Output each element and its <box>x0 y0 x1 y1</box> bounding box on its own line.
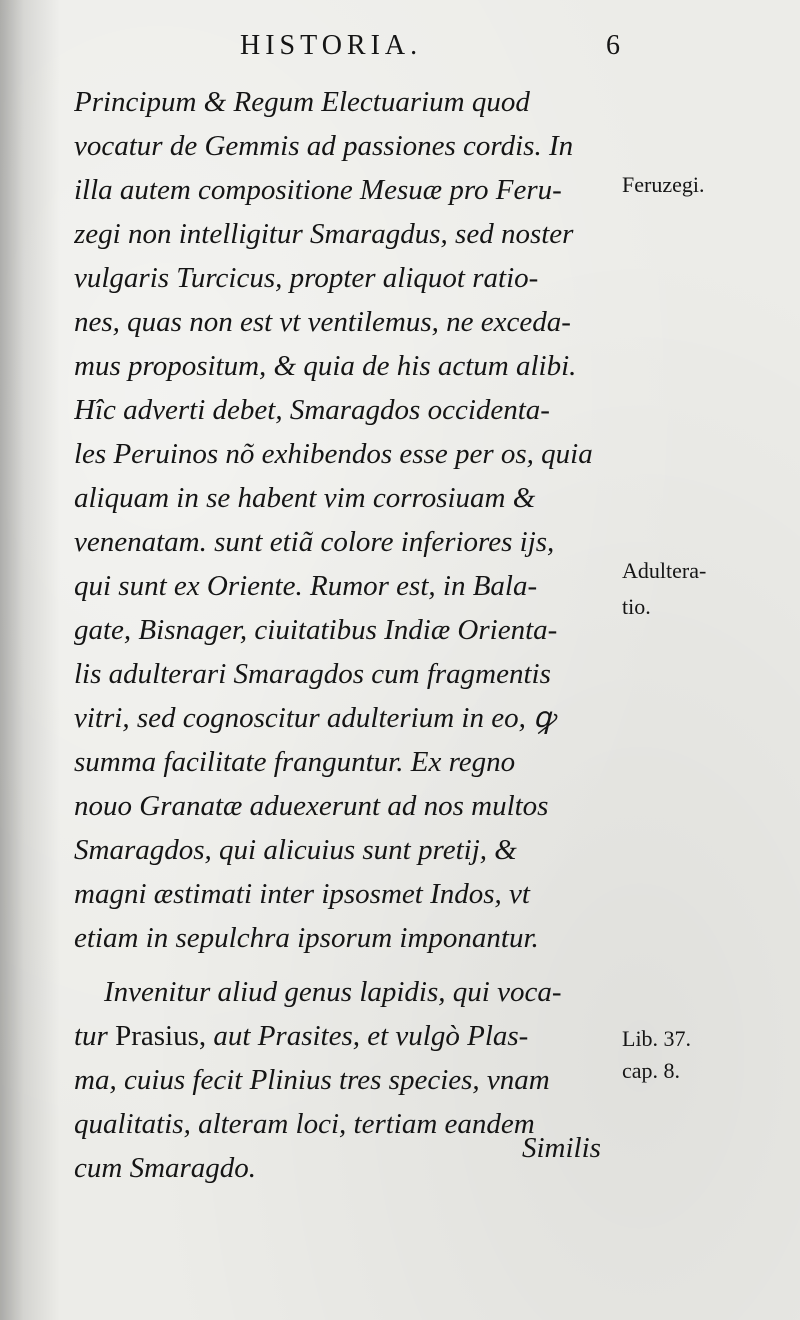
margin-note-adulteratio-1: Adultera- <box>622 558 707 583</box>
text-line: nes, quas non est vt ventilemus, ne exceda- <box>74 306 571 338</box>
text-line: les Peruinos nõ exhibendos esse per os, quia <box>74 438 593 470</box>
text-fragment: aut Prasites, et vulgò Plas- <box>206 1020 529 1052</box>
text-line: qualitatis, alteram loci, tertiam eandem <box>74 1108 535 1140</box>
margin-note-feruzegi: Feruzegi. <box>622 172 705 197</box>
paragraph-start-line: Invenitur aliud genus lapidis, qui voca- <box>104 976 562 1008</box>
text-line: gate, Bisnager, ciuitatibus Indiæ Orienta- <box>74 614 558 646</box>
text-line: vocatur de Gemmis ad passiones cordis. In <box>74 130 574 162</box>
text-line: vulgaris Turcicus, propter aliquot ratio- <box>74 262 539 294</box>
margin-note-adulteratio-2: tio. <box>622 594 651 619</box>
body-text <box>74 80 634 1190</box>
text-line: mus propositum, & quia de his actum alibi. <box>74 350 577 382</box>
text-line: Principum & Regum Electuarium quod <box>74 86 530 118</box>
text-line: etiam in sepulchra ipsorum imponantur. <box>74 922 539 954</box>
text-line: lis adulterari Smaragdos cum fragmentis <box>74 658 551 690</box>
text-line: summa facilitate franguntur. Ex regno <box>74 746 516 778</box>
page-number: 6 <box>606 30 620 61</box>
text-line: illa autem compositione Mesuæ pro Feru- <box>74 174 562 206</box>
text-line: qui sunt ex Oriente. Rumor est, in Bala- <box>74 570 538 602</box>
text-line: vitri, sed cognoscitur adulterium in eo, ꝙ <box>74 702 555 734</box>
running-head: HISTORIA. <box>240 30 423 61</box>
gutter-shadow <box>0 0 60 1320</box>
text-fragment: tur <box>74 1020 116 1052</box>
text-line: ma, cuius fecit Plinius tres species, vnam <box>74 1064 550 1096</box>
roman-term: Prasius, <box>115 1020 207 1052</box>
text-line: zegi non intelligitur Smaragdus, sed noster <box>74 218 574 250</box>
text-line: aliquam in se habent vim corrosiuam & <box>74 482 536 514</box>
text-line: venenatam. sunt etiã colore inferiores ijs, <box>74 526 555 558</box>
text-line: nouo Granatæ aduexerunt ad nos multos <box>74 790 549 822</box>
text-line <box>74 1014 634 1058</box>
catchword: Similis <box>522 1132 601 1164</box>
margin-note-lib: Lib. 37. <box>622 1026 692 1051</box>
text-line: Hîc adverti debet, Smaragdos occidenta- <box>74 394 550 426</box>
text-line: magni æstimati inter ipsosmet Indos, vt <box>74 878 530 910</box>
text-line: cum Smaragdo. <box>74 1152 257 1184</box>
text-line: Smaragdos, qui alicuius sunt pretij, & <box>74 834 517 866</box>
margin-note-cap: cap. 8. <box>622 1058 681 1083</box>
